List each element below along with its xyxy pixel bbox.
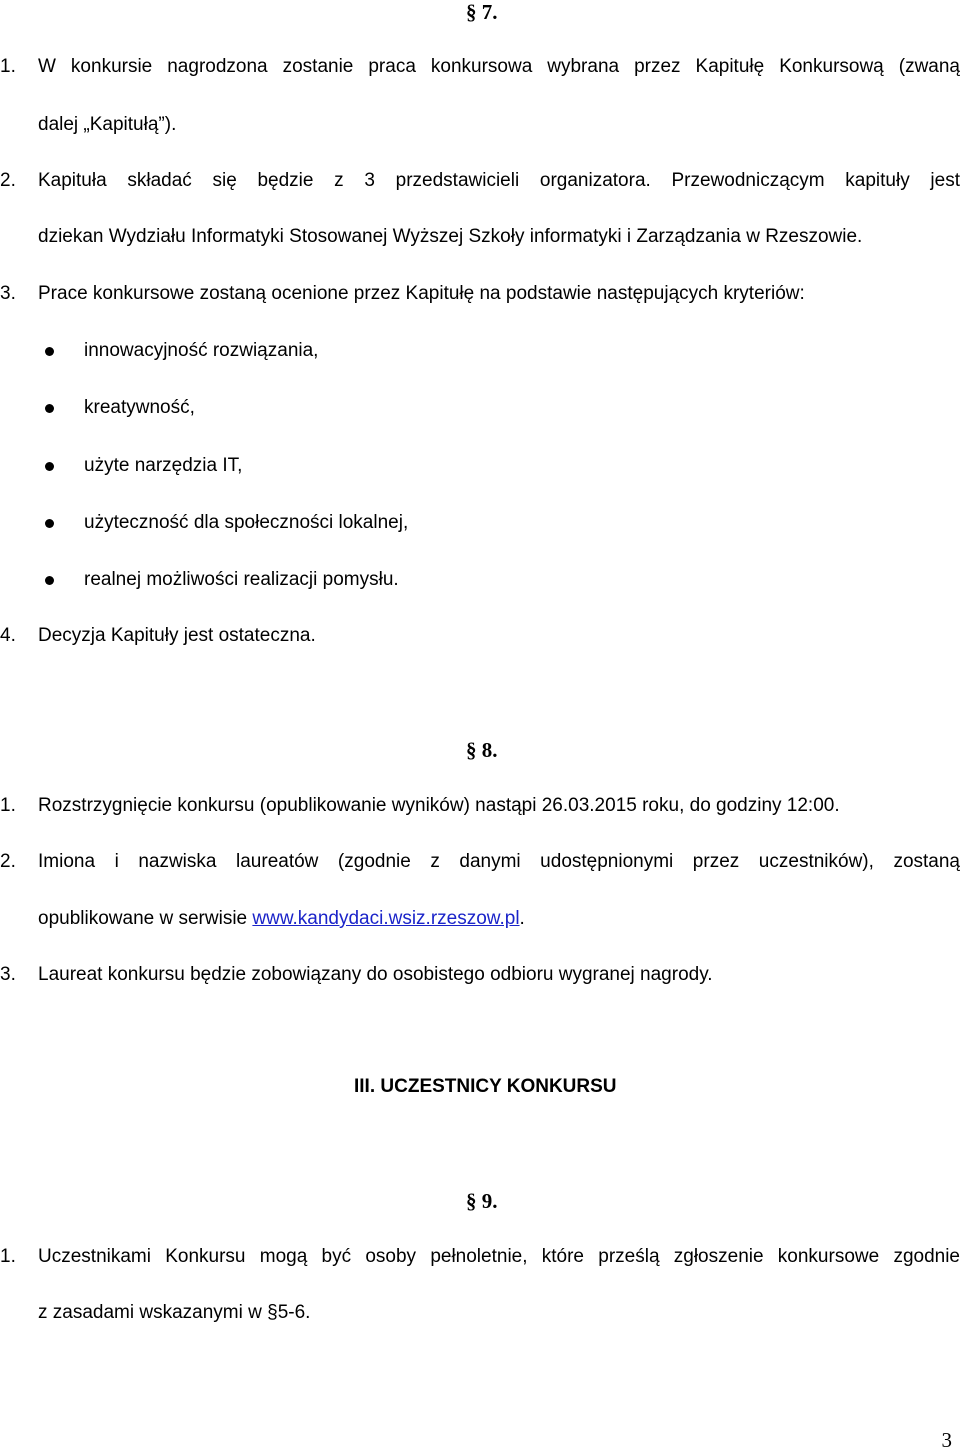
s8-item-1-number: 1. <box>0 795 16 816</box>
bullet-icon <box>45 576 54 585</box>
criteria-item-2: kreatywność, <box>84 397 195 418</box>
criteria-item-3: użyte narzędzia IT, <box>84 455 243 476</box>
s8-item-2-line-2-before: opublikowane w serwisie <box>38 908 253 929</box>
section-9-heading: § 9. <box>466 1189 498 1213</box>
s7-item-4-number: 4. <box>0 625 16 646</box>
s8-item-2-line-2-after: . <box>519 908 525 929</box>
s7-item-4-line-1: Decyzja Kapituły jest ostateczna. <box>38 625 316 646</box>
section-7-heading: § 7. <box>466 0 498 24</box>
s8-item-1-text: Rozstrzygnięcie konkursu (opublikowanie wyników) nastąpi 26.03.2015 roku, do godziny 12:00. <box>38 795 840 816</box>
bullet-icon <box>45 462 54 471</box>
s8-item-2-line-1: Imiona i nazwiska laureatów (zgodnie z danymi udostępnionymi przez uczestników), zostaną <box>38 851 960 872</box>
bullet-icon <box>45 347 54 356</box>
s8-item-3-text: Laureat konkursu będzie zobowiązany do osobistego odbioru wygranej nagrody. <box>38 964 713 985</box>
criteria-item-4: użyteczność dla społeczności lokalnej, <box>84 512 409 533</box>
s7-item-3-line-1: Prace konkursowe zostaną ocenione przez Kapitułę na podstawie następujących kryteriów: <box>38 283 805 304</box>
s7-item-3-number: 3. <box>0 283 16 304</box>
s9-item-1-line-1: Uczestnikami Konkursu mogą być osoby pełnoletnie, które prześlą zgłoszenie konkursowe zgodnie <box>38 1246 960 1267</box>
s8-item-2-number: 2. <box>0 851 16 872</box>
s7-item-1-number: 1. <box>0 56 16 77</box>
chapter-heading: III. UCZESTNICY KONKURSU <box>354 1076 617 1097</box>
s9-item-1-line-2: z zasadami wskazanymi w §5-6. <box>38 1302 311 1323</box>
s8-item-3-number: 3. <box>0 964 16 985</box>
criteria-item-1: innowacyjność rozwiązania, <box>84 340 319 361</box>
s7-item-2-number: 2. <box>0 170 16 191</box>
s8-item-2-line-2 <box>38 908 525 930</box>
s7-item-1-line-2: dalej „Kapitułą”). <box>38 114 177 135</box>
criteria-item-5: realnej możliwości realizacji pomysłu. <box>84 569 399 590</box>
bullet-icon <box>45 404 54 413</box>
website-link[interactable]: www.kandydaci.wsiz.rzeszow.pl <box>252 908 520 929</box>
bullet-icon <box>45 519 54 528</box>
page-number: 3 <box>941 1428 952 1452</box>
s7-item-1-line-1: W konkursie nagrodzona zostanie praca konkursowa wybrana przez Kapitułę Konkursową (zwaną <box>38 56 960 77</box>
s7-item-2-line-1: Kapituła składać się będzie z 3 przedstawicieli organizatora. Przewodniczącym kapituły jest <box>38 170 960 191</box>
s7-item-2-line-2: dziekan Wydziału Informatyki Stosowanej Wyższej Szkoły informatyki i Zarządzania w Rzeszowie. <box>38 226 863 247</box>
s9-item-1-number: 1. <box>0 1246 16 1267</box>
section-8-heading: § 8. <box>466 738 498 762</box>
